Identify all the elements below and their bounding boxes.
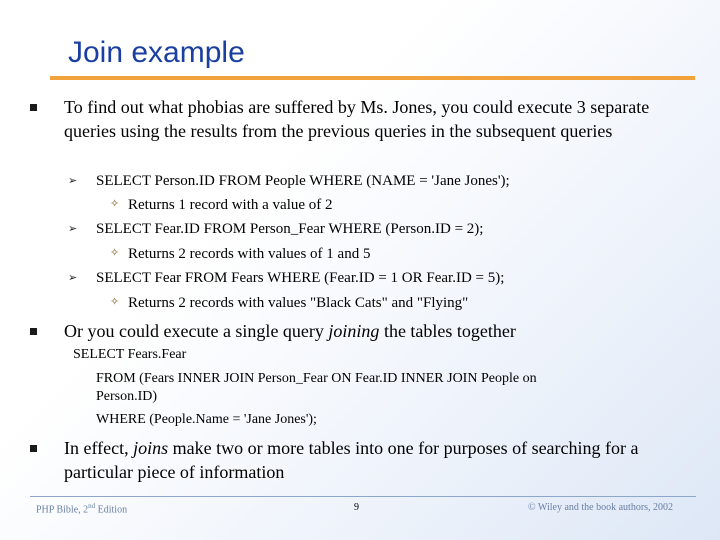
result-2: Returns 2 records with values of 1 and 5 [128, 246, 371, 262]
query-2: SELECT Fear.ID FROM Person_Fear WHERE (Person.ID = 2); [96, 221, 484, 237]
bullet-square-icon [30, 104, 37, 111]
bullet-2-after: the tables together [379, 321, 516, 341]
arrow-bullet-icon: ➢ [68, 222, 78, 235]
footer-edition: Edition [95, 504, 128, 516]
arrow-bullet-icon: ➢ [68, 174, 78, 187]
result-3: Returns 2 records with values "Black Cats" and "Flying" [128, 295, 469, 311]
diamond-bullet-icon: ✧ [110, 295, 120, 308]
footer-copyright: © Wiley and the book authors, 2002 [528, 502, 674, 513]
code-line-3: Person.ID) [96, 389, 158, 404]
query-1: SELECT Person.ID FROM People WHERE (NAME = 'Jane Jones'); [96, 173, 510, 189]
diamond-bullet-icon: ✧ [110, 246, 120, 259]
footer-book-title [36, 502, 127, 515]
bullet-2-before: Or you could execute a single query [64, 321, 329, 341]
diamond-bullet-icon: ✧ [110, 197, 120, 210]
bullet-2-emphasis: joining [328, 321, 380, 341]
bullet-3-before: In effect, [64, 438, 134, 458]
page-number: 9 [354, 502, 359, 513]
footer-rule [30, 496, 696, 497]
bullet-square-icon [30, 445, 37, 452]
footer-book-title-text: PHP Bible, 2 [36, 504, 89, 516]
bullet-3-emphasis: joins [133, 438, 169, 458]
bullet-3-after: make two or more tables into one for purposes of searching for a particular piece of information [64, 438, 639, 482]
query-3: SELECT Fear FROM Fears WHERE (Fear.ID = 1 OR Fear.ID = 5); [96, 270, 505, 286]
bullet-2-text [64, 319, 516, 343]
bullet-3-text [64, 436, 684, 484]
slide-title: Join example [68, 36, 245, 69]
code-line-2: FROM (Fears INNER JOIN Person_Fear ON Fear.ID INNER JOIN People on [96, 371, 537, 386]
bullet-square-icon [30, 328, 37, 335]
arrow-bullet-icon: ➢ [68, 271, 78, 284]
footer-superscript: nd [88, 502, 96, 510]
result-1: Returns 1 record with a value of 2 [128, 197, 333, 213]
title-underline [50, 76, 695, 80]
code-line-1: SELECT Fears.Fear [73, 347, 187, 362]
bullet-1-text: To find out what phobias are suffered by Ms. Jones, you could execute 3 separate queries using the results from the previous queries in the subsequent queries [64, 97, 650, 141]
code-line-4: WHERE (People.Name = 'Jane Jones'); [96, 412, 317, 427]
